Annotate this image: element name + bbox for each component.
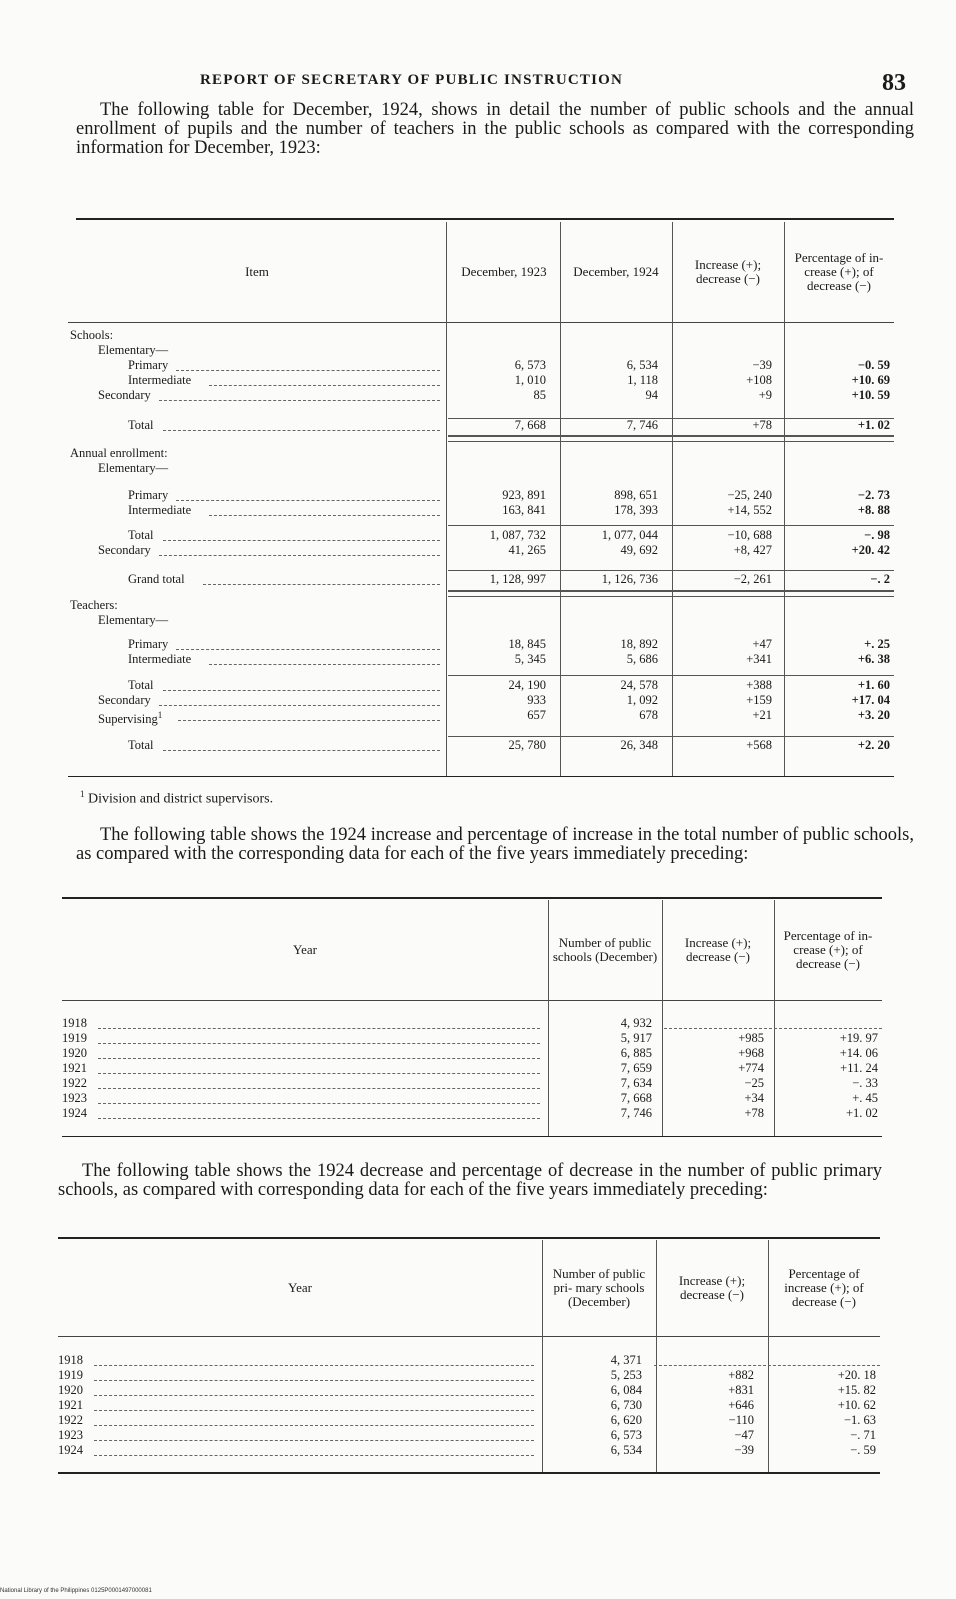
count-cell: 4, 371 — [610, 1353, 642, 1367]
count-cell: 7, 659 — [620, 1061, 652, 1075]
total-separator — [448, 590, 894, 597]
footnote-mark: 1 — [80, 789, 85, 799]
row-label-text: Total — [128, 738, 154, 752]
change-cell: +968 — [738, 1046, 764, 1060]
cell-v1: 41, 265 — [508, 543, 546, 557]
table2-header-count: Number of public schools (December) — [552, 935, 658, 964]
year-label: 1922 — [62, 1076, 87, 1090]
row-label-text: Total — [128, 678, 154, 692]
cell-v1: 163, 841 — [502, 503, 546, 517]
row-label-text: Intermediate — [128, 503, 192, 517]
cell-v3: +159 — [746, 693, 772, 707]
dot-leader — [163, 750, 440, 751]
count-cell: 6, 730 — [610, 1398, 642, 1412]
dot-leader — [94, 1410, 534, 1411]
row-label-text: Primary — [128, 637, 169, 651]
dot-leader — [98, 1028, 540, 1029]
row-label-text: Grand total — [128, 572, 185, 586]
year-label: 1918 — [62, 1016, 87, 1030]
footer-credit: National Library of the Philippines 0125P0001497000081 — [0, 1588, 152, 1594]
cell-v2: 26, 348 — [620, 738, 658, 752]
total-separator — [448, 736, 894, 737]
count-cell: 4, 932 — [620, 1016, 652, 1030]
change-cell: −25 — [744, 1076, 764, 1090]
footnote-text: Division and district supervisors. — [88, 791, 274, 807]
dot-leader — [94, 1380, 534, 1381]
table1-top-rule — [76, 218, 894, 220]
table2-header-percentage: Percentage of in- crease (+); of decrease (−) — [783, 928, 873, 971]
cell-v4: +3. 20 — [857, 708, 890, 722]
cell-v3: +8, 427 — [733, 543, 772, 557]
year-label: 1922 — [58, 1413, 83, 1427]
cell-v3: −2, 261 — [733, 572, 772, 586]
cell-v4: +1. 02 — [857, 418, 890, 432]
cell-v3: −25, 240 — [727, 488, 772, 502]
table-row — [68, 446, 894, 461]
dot-leader — [209, 664, 440, 665]
dot-leader — [98, 1073, 540, 1074]
dot-leader — [98, 1043, 540, 1044]
row-label — [70, 328, 442, 343]
table-row — [62, 1106, 882, 1121]
cell-v4: +17. 04 — [851, 693, 890, 707]
row-label-text: Elementary— — [98, 461, 169, 475]
dot-leader — [98, 1088, 540, 1089]
dot-leader — [159, 400, 440, 401]
cell-v1: 24, 190 — [508, 678, 546, 692]
row-label-text: Secondary — [98, 693, 151, 707]
row-label-text: Elementary— — [98, 343, 169, 357]
cell-v1: 18, 845 — [508, 637, 546, 651]
dot-leader — [176, 649, 440, 650]
total-separator — [448, 525, 894, 526]
total-separator — [448, 570, 894, 571]
count-cell: 7, 746 — [620, 1106, 652, 1120]
table3-bottom-rule — [58, 1472, 880, 1474]
change-cell: +78 — [744, 1106, 764, 1120]
row-label-text: Supervising$^1$ — [98, 710, 163, 727]
table-row — [68, 678, 894, 693]
dot-leader — [94, 1395, 534, 1396]
cell-v2: 49, 692 — [620, 543, 658, 557]
table-row — [68, 708, 894, 727]
count-cell: 5, 253 — [610, 1368, 642, 1382]
cell-v1: 25, 780 — [508, 738, 546, 752]
cell-v3: +78 — [752, 418, 772, 432]
total-separator — [448, 418, 894, 419]
table-row — [62, 1031, 882, 1046]
cell-v1: 85 — [533, 388, 546, 402]
year-label: 1923 — [58, 1428, 83, 1442]
table-row — [68, 572, 894, 587]
table-row — [62, 1046, 882, 1061]
table1-header-change: Increase (+); decrease (−) — [694, 257, 762, 286]
row-label-text: Elementary— — [98, 613, 169, 627]
table-row — [58, 1353, 880, 1368]
row-label-text: Intermediate — [128, 652, 192, 666]
row-label-text: Secondary — [98, 543, 151, 557]
dot-leader — [178, 720, 440, 721]
table3-header — [58, 1240, 880, 1337]
percentage-cell: −. 59 — [850, 1443, 876, 1457]
row-label — [98, 708, 442, 727]
table-row — [58, 1383, 880, 1398]
table-row — [68, 488, 894, 503]
cell-v4: +. 25 — [864, 637, 890, 651]
cell-v2: 18, 892 — [620, 637, 658, 651]
cell-v1: 657 — [527, 708, 546, 722]
count-cell: 6, 620 — [610, 1413, 642, 1427]
change-cell: −110 — [728, 1413, 754, 1427]
cell-v2: 7, 746 — [626, 418, 658, 432]
cell-v3: +21 — [752, 708, 772, 722]
table-row — [68, 613, 894, 628]
table-row — [58, 1413, 880, 1428]
table3-top-rule — [58, 1237, 880, 1239]
cell-v1: 1, 087, 732 — [489, 528, 546, 542]
percentage-cell: +11. 24 — [840, 1061, 878, 1075]
cell-v4: −. 98 — [864, 528, 890, 542]
dot-leader — [94, 1365, 534, 1366]
count-cell: 7, 634 — [620, 1076, 652, 1090]
dot-leader — [163, 430, 440, 431]
table-row — [68, 343, 894, 358]
count-cell: 7, 668 — [620, 1091, 652, 1105]
table3-header-count: Number of public pri- mary schools (December) — [552, 1266, 646, 1309]
count-cell: 6, 885 — [620, 1046, 652, 1060]
table1-header-percentage: Percentage of in- crease (+); of decrease (−) — [794, 250, 884, 293]
table-row — [68, 738, 894, 753]
cell-v2: 1, 077, 044 — [601, 528, 658, 542]
cell-v3: +108 — [746, 373, 772, 387]
dot-leader — [209, 385, 440, 386]
change-cell: −47 — [734, 1428, 754, 1442]
table1-header — [68, 222, 894, 323]
table-row — [68, 461, 894, 476]
table-row — [68, 693, 894, 708]
primary-schools-table — [58, 1240, 880, 1472]
running-head: REPORT OF SECRETARY OF PUBLIC INSTRUCTION — [200, 72, 624, 88]
dot-leader — [94, 1425, 534, 1426]
table2-bottom-rule — [62, 1136, 882, 1137]
cell-v2: 1, 118 — [627, 373, 658, 387]
cell-v3: +47 — [752, 637, 772, 651]
change-cell: +831 — [728, 1383, 754, 1397]
cell-v2: 6, 534 — [626, 358, 658, 372]
cell-v4: +10. 69 — [851, 373, 890, 387]
row-label-text: Primary — [128, 488, 169, 502]
change-cell: +985 — [738, 1031, 764, 1045]
table-row — [68, 528, 894, 543]
cell-v2: 678 — [639, 708, 658, 722]
dot-leader — [176, 370, 440, 371]
table2-header-year: Year — [293, 942, 317, 957]
dot-leader — [159, 555, 440, 556]
table-row — [58, 1368, 880, 1383]
table-row — [58, 1398, 880, 1413]
table1-header-item: Item — [245, 264, 269, 279]
dot-leader — [98, 1103, 540, 1104]
table3-header-year: Year — [288, 1280, 312, 1295]
percentage-cell: −. 71 — [850, 1428, 876, 1442]
dot-leader — [98, 1058, 540, 1059]
percentage-cell: −1. 63 — [843, 1413, 876, 1427]
cell-v1: 1, 010 — [514, 373, 546, 387]
change-cell: −39 — [734, 1443, 754, 1457]
percentage-cell: +14. 06 — [839, 1046, 878, 1060]
count-cell: 6, 573 — [610, 1428, 642, 1442]
year-label: 1920 — [58, 1383, 83, 1397]
dot-leader — [664, 1028, 882, 1029]
cell-v3: −39 — [752, 358, 772, 372]
cell-v2: 1, 126, 736 — [601, 572, 658, 586]
dot-leader — [94, 1455, 534, 1456]
year-label: 1919 — [58, 1368, 83, 1382]
percentage-cell: +10. 62 — [837, 1398, 876, 1412]
enrollment-table — [68, 222, 894, 776]
cell-v1: 933 — [527, 693, 546, 707]
table1-header-dec1924: December, 1924 — [573, 264, 659, 279]
dot-leader — [654, 1365, 880, 1366]
dot-leader — [209, 515, 440, 516]
cell-v4: +8. 88 — [857, 503, 890, 517]
dot-leader — [176, 500, 440, 501]
change-cell: +774 — [738, 1061, 764, 1075]
intro-paragraph-3: The following table shows the 1924 decrease and percentage of decrease in the number of public primary schools, as compared with corresponding data for each of the five years immediately preceding: — [58, 1161, 882, 1200]
table-row — [68, 418, 894, 433]
cell-v1: 5, 345 — [514, 652, 546, 666]
intro-paragraph-1: The following table for December, 1924, shows in detail the number of public schools and the annual enrollment of pupils and the number of teachers in the public schools as compared with the corresponding information for December, 1923: — [76, 100, 914, 158]
cell-v4: +20. 42 — [851, 543, 890, 557]
year-label: 1919 — [62, 1031, 87, 1045]
cell-v1: 6, 573 — [514, 358, 546, 372]
year-label: 1920 — [62, 1046, 87, 1060]
table-row — [68, 637, 894, 652]
table2-header — [62, 900, 882, 1001]
cell-v4: −2. 73 — [857, 488, 890, 502]
row-label-text: Total — [128, 418, 154, 432]
cell-v2: 94 — [645, 388, 658, 402]
table3-header-change: Increase (+); decrease (−) — [678, 1273, 746, 1302]
table-row — [68, 358, 894, 373]
cell-v4: +6. 38 — [857, 652, 890, 666]
row-label-text: Schools: — [70, 328, 114, 342]
row-label — [98, 613, 442, 628]
table-row — [58, 1428, 880, 1443]
cell-v3: −10, 688 — [727, 528, 772, 542]
percentage-cell: +20. 18 — [837, 1368, 876, 1382]
row-label-text: Secondary — [98, 388, 151, 402]
table3-header-percentage: Percentage of increase (+); of decrease (−) — [784, 1266, 864, 1309]
year-label: 1923 — [62, 1091, 87, 1105]
table2-header-change: Increase (+); decrease (−) — [684, 935, 752, 964]
change-cell: +34 — [744, 1091, 764, 1105]
change-cell: +646 — [728, 1398, 754, 1412]
cell-v4: +2. 20 — [857, 738, 890, 752]
table-row — [68, 388, 894, 403]
cell-v3: +341 — [746, 652, 772, 666]
percentage-cell: +. 45 — [852, 1091, 878, 1105]
cell-v3: +388 — [746, 678, 772, 692]
table-row — [68, 328, 894, 343]
year-label: 1921 — [58, 1398, 83, 1412]
table-row — [68, 543, 894, 558]
table-row — [62, 1091, 882, 1106]
percentage-cell: +19. 97 — [839, 1031, 878, 1045]
cell-v2: 898, 651 — [614, 488, 658, 502]
year-label: 1921 — [62, 1061, 87, 1075]
cell-v1: 1, 128, 997 — [489, 572, 546, 586]
cell-v4: −. 2 — [870, 572, 890, 586]
row-label-text: Annual enrollment: — [70, 446, 168, 460]
intro-paragraph-2: The following table shows the 1924 increase and percentage of increase in the total number of public schools, as compared with the corresponding data for each of the five years immediately preceding: — [76, 825, 914, 864]
count-cell: 6, 084 — [610, 1383, 642, 1397]
percentage-cell: −. 33 — [852, 1076, 878, 1090]
cell-v2: 5, 686 — [626, 652, 658, 666]
cell-v3: +9 — [758, 388, 772, 402]
total-separator — [448, 435, 894, 442]
table-row — [68, 652, 894, 667]
table-row — [62, 1076, 882, 1091]
dot-leader — [163, 690, 440, 691]
cell-v4: +10. 59 — [851, 388, 890, 402]
row-label-text: Primary — [128, 358, 169, 372]
public-schools-table — [62, 900, 882, 1136]
footnote-reference: 1 — [157, 710, 163, 720]
table-row — [62, 1061, 882, 1076]
percentage-cell: +15. 82 — [837, 1383, 876, 1397]
cell-v3: +14, 552 — [727, 503, 772, 517]
cell-v1: 923, 891 — [502, 488, 546, 502]
row-label-text: Teachers: — [70, 598, 118, 612]
dot-leader — [94, 1440, 534, 1441]
dot-leader — [98, 1118, 540, 1119]
year-label: 1924 — [58, 1443, 83, 1457]
dot-leader — [163, 540, 440, 541]
row-label — [70, 446, 442, 461]
cell-v4: +1. 60 — [857, 678, 890, 692]
cell-v2: 1, 092 — [626, 693, 658, 707]
table1-bottom-rule — [68, 776, 894, 777]
table-row — [68, 373, 894, 388]
table1-header-dec1923: December, 1923 — [461, 264, 547, 279]
year-label: 1924 — [62, 1106, 87, 1120]
cell-v2: 24, 578 — [620, 678, 658, 692]
cell-v2: 178, 393 — [614, 503, 658, 517]
table-row — [68, 503, 894, 518]
dot-leader — [203, 584, 440, 585]
cell-v3: +568 — [746, 738, 772, 752]
count-cell: 6, 534 — [610, 1443, 642, 1457]
table-row — [58, 1443, 880, 1458]
year-label: 1918 — [58, 1353, 83, 1367]
percentage-cell: +1. 02 — [845, 1106, 878, 1120]
dot-leader — [159, 705, 440, 706]
change-cell: +882 — [728, 1368, 754, 1382]
footnote — [80, 789, 273, 808]
page-number: 83 — [882, 70, 906, 96]
table2-top-rule — [62, 897, 882, 899]
row-label-text: Intermediate — [128, 373, 192, 387]
cell-v1: 7, 668 — [514, 418, 546, 432]
row-label-text: Total — [128, 528, 154, 542]
row-label — [98, 343, 442, 358]
count-cell: 5, 917 — [620, 1031, 652, 1045]
cell-v4: −0. 59 — [857, 358, 890, 372]
total-separator — [448, 675, 894, 676]
table-row — [62, 1016, 882, 1031]
table-row — [68, 598, 894, 613]
row-label — [70, 598, 442, 613]
row-label — [98, 461, 442, 476]
